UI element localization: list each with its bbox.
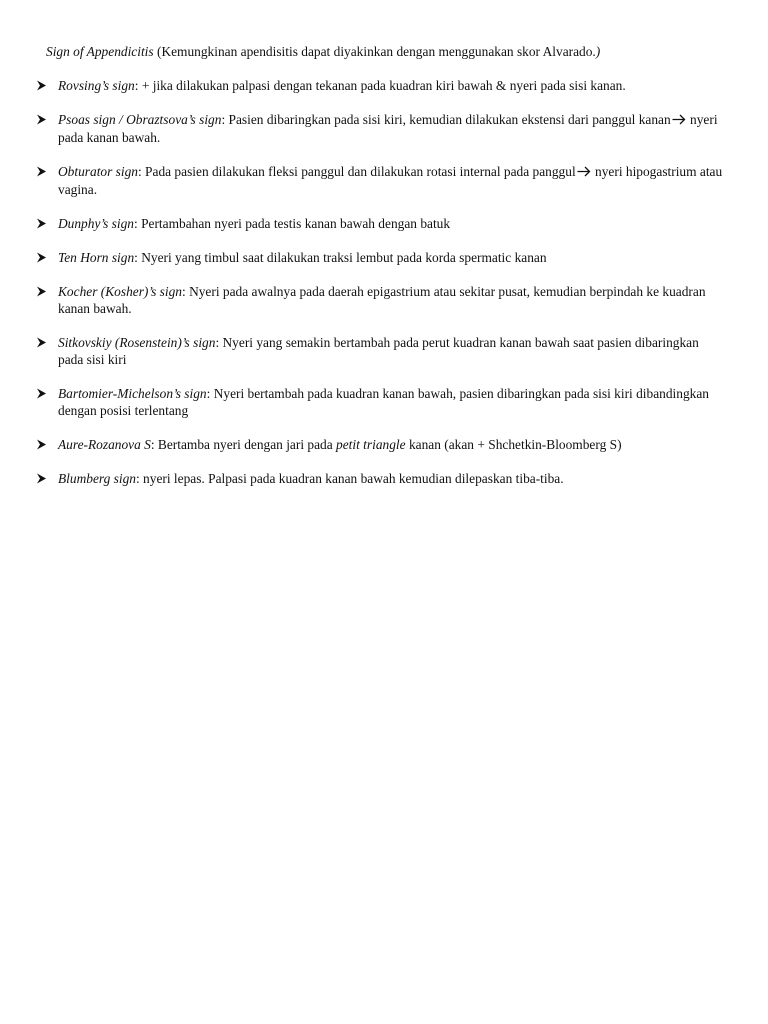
sign-term: Ten Horn sign (58, 250, 135, 265)
sign-term: Sitkovskiy (Rosenstein)’s sign (58, 335, 216, 350)
sign-description: : nyeri lepas. Palpasi pada kuadran kanan bawah kemudian dilepaskan tiba-tiba. (135, 471, 564, 486)
sign-description: : Nyeri yang semakin bertambah pada perut kuadran kanan bawah saat pasien dibaringkan pada sisi kiri (58, 335, 699, 367)
signs-list (36, 77, 726, 504)
list-item-sitkovskiy (36, 334, 726, 368)
document-heading (46, 43, 746, 60)
list-item-obturator (36, 163, 726, 198)
right-arrow-icon (577, 164, 591, 181)
sign-term: Kocher (Kosher)’s sign (58, 284, 182, 299)
heading-note: Kemungkinan apendisitis dapat diyakinkan dengan menggunakan skor Alvarado. (161, 44, 596, 59)
list-item-blumberg (36, 470, 726, 487)
list-item-kocher (36, 283, 726, 317)
sign-description-cont: nyeri hipogastrium atau vagina. (58, 164, 723, 197)
sign-term: Bartomier-Michelson’s sign (58, 386, 207, 401)
sign-description: : Bertamba nyeri dengan jari pada (150, 437, 337, 452)
arrowhead-bullet-icon (36, 470, 50, 487)
sign-term: Obturator sign (58, 164, 138, 179)
arrowhead-bullet-icon (36, 385, 50, 402)
arrowhead-bullet-icon (36, 77, 50, 94)
arrowhead-bullet-icon (36, 249, 50, 266)
list-item-bartomier (36, 385, 726, 419)
list-item-dunphy (36, 215, 726, 232)
right-arrow-icon (672, 112, 686, 129)
heading-close-paren: ) (595, 44, 601, 59)
sign-description: : Pertambahan nyeri pada testis kanan bawah dengan batuk (134, 216, 451, 231)
sign-description-cont: nyeri pada kanan bawah. (58, 112, 718, 145)
arrowhead-bullet-icon (36, 436, 50, 453)
sign-description: : Pada pasien dilakukan fleksi panggul dan dilakukan rotasi internal pada panggul (137, 164, 576, 179)
sign-description: : Nyeri pada awalnya pada daerah epigastrium atau sekitar pusat, kemudian berpindah ke kuadran kanan bawah. (58, 284, 706, 316)
list-item-ten-horn (36, 249, 726, 266)
sign-description-cont: kanan (akan + Shchetkin-Bloomberg S) (405, 437, 622, 452)
sign-description: : Nyeri bertambah pada kuadran kanan bawah, pasien dibaringkan pada sisi kiri dibandingkan dengan posisi terlentang (58, 386, 709, 418)
sign-description: : Pasien dibaringkan pada sisi kiri, kemudian dilakukan ekstensi dari panggul kanan (221, 112, 671, 127)
arrowhead-bullet-icon (36, 111, 50, 128)
arrowhead-bullet-icon (36, 163, 50, 180)
list-item-psoas (36, 111, 726, 146)
sign-term: Dunphy’s sign (58, 216, 135, 231)
sign-description: : + jika dilakukan palpasi dengan tekanan pada kuadran kiri bawah & nyeri pada sisi kanan. (134, 78, 626, 93)
heading-title: Sign of Appendicitis (46, 44, 154, 59)
arrowhead-bullet-icon (36, 334, 50, 351)
arrowhead-bullet-icon (36, 283, 50, 300)
list-item-rovsing (36, 77, 726, 94)
arrowhead-bullet-icon (36, 215, 50, 232)
sign-term: Rovsing’s sign (58, 78, 135, 93)
sign-term: Psoas sign / Obraztsova’s sign (58, 112, 222, 127)
sign-description: : Nyeri yang timbul saat dilakukan traksi lembut pada korda spermatic kanan (134, 250, 547, 265)
sign-term: Blumberg sign (58, 471, 136, 486)
heading-open-paren: ( (153, 44, 162, 59)
sign-emphasis: petit triangle (336, 437, 406, 452)
list-item-aure-rozanova (36, 436, 726, 453)
sign-term: Aure-Rozanova S (58, 437, 151, 452)
